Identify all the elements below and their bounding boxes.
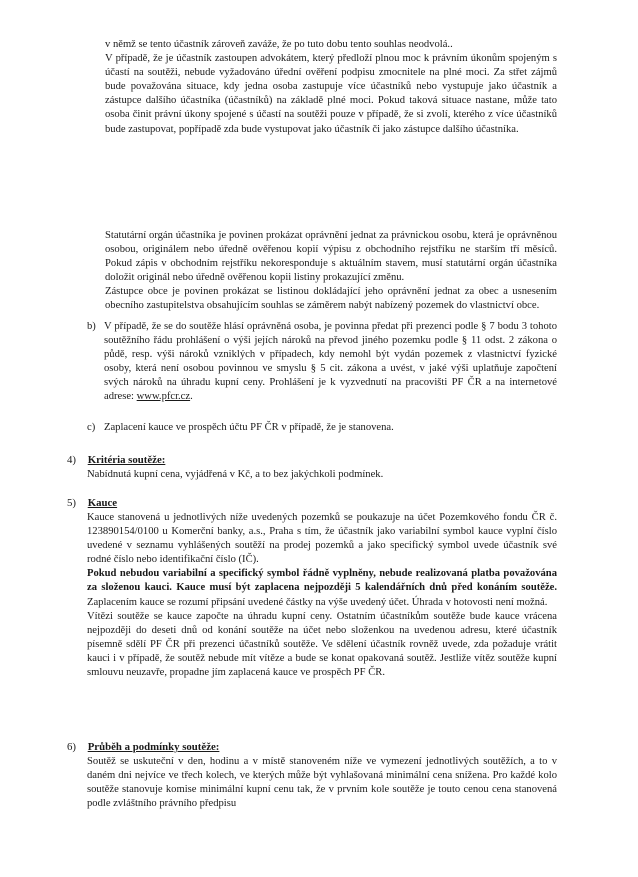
list-item-b [87, 320, 557, 420]
section-6-text: Soutěž se uskuteční v den, hodinu a v místě stanoveném níže ve vymezení jednotlivých soutěžích, a to v daném dni nejvíce ve třech kolech, ve kterých může být vyhlašovaná minimální cena snížena. Pro každé kolo soutěže stanovuje komise minimální kupní cenu tak, že v prvním kole soutěže je touto cenou cena stanovená podle zvláštního právního předpisu [87, 756, 557, 810]
section-number: 6) [67, 741, 76, 753]
paragraph-consent [105, 38, 557, 137]
deposit-conditions-rest: Zaplacením kauce se rozumí připsání uvedené částky na výše uvedený účet. Úhrada v hotovosti není možná. [87, 596, 548, 608]
section-title: Kritéria soutěže: [87, 454, 166, 466]
list-item-c [87, 421, 557, 437]
section-title: Kauce [87, 497, 118, 509]
paragraph-statutory-body [105, 229, 557, 314]
list-item-label: c) [87, 422, 96, 433]
deposit-account-text: Kauce stanovená u jednotlivých níže uvedených pozemků se poukazuje na účet Pozemkového fondu ČR č. 123890154/0100 u Komerční banky, a.s., Praha s tím, že účastník jako variabilní symbol kauce vyplní číslo uvedené v seznamu vyhlášených soutěží na prodej pozemků a jako specifický symbol uvede účastník své rodné číslo nebo identifikační číslo (IČ). [87, 512, 557, 566]
section-number: 4) [67, 454, 76, 466]
paragraph-line: v němž se tento účastník zároveň zaváže, že po tuto dobu tento souhlas neodvolá.. [105, 39, 453, 50]
item-b-tail: . [190, 391, 193, 403]
section-number: 5) [67, 497, 76, 509]
section-4-text: Nabídnutá kupní cena, vyjádřená v Kč, a to bez jakýchkoli podmínek. [87, 469, 384, 480]
list-item-text [104, 320, 557, 405]
section-5-heading [67, 496, 557, 510]
deposit-conditions-text [87, 567, 557, 609]
section-5-body [87, 511, 557, 680]
item-b-text: V případě, že se do soutěže hlásí oprávněná osoba, je povinna předat při prezenci podle § 7 bodu 3 tohoto soutěžního řádu prohlášení o výši jejích nároků na převod jiného pozemku podle § 11 odst. 2 zákona o půdě, resp. výši nároků vzniklých v případech, kdy nemohl být vydán pozemek z vlastnictví fyzické osoby, která není osobou povinnou ve smyslu § 5 cit. zákona a uvést, v jaké výši uplatňuje započtení svých nároků na úhradu kupní ceny. Prohlášení je k vyzvednutí na pracovišti PF ČR a na internetové adrese: [104, 321, 557, 403]
statutory-text: Statutární orgán účastníka je povinen prokázat oprávnění jednat za právnickou osobu, která je oprávněnou osobou, originálem nebo úředně ověřenou kopií výpisu z obchodního rejstříku ne starším tří měsíců. Pokud zápis v obchodním rejstříku nekoresponduje s aktuálním stavem, musí statutární orgán účastníka doložit originál nebo úředně ověřenou kopii listiny prokazující změnu. [105, 230, 557, 284]
paragraph-representation: V případě, že je účastník zastoupen advokátem, který předloží plnou moc k právním úkonům spojeným s účastí na soutěži, nebude vyžadováno úřední ověření podpisu zmocnitele na plné moci. Za střet zájmů bude považována situace, kdy jedna osoba zastupuje více účastníků nebo vystupuje jako účastník a zástupce dalšího účastníka (účastníků) na základě plné moci. Pokud taková situace nastane, může tato osoba činit právní úkony spojené s účastí na soutěži pouze v případě, že si zvolí, kterého z více účastníků bude zastupovat, popřípadě zda bude vystupovat jako účastník či jako zástupce dalšího účastníka. [105, 53, 557, 135]
list-item-text: Zaplacení kauce ve prospěch účtu PF ČR v případě, že je stanovena. [104, 422, 394, 433]
list-item-label: b) [87, 321, 96, 332]
pfcr-website-link[interactable]: www.pfcr.cz [136, 391, 191, 403]
deposit-refund-text: Vítězi soutěže se kauce započte na úhradu kupní ceny. Ostatním účastníkům soutěže bude kauce vrácena nejpozději do deseti dnů od konání soutěže na účet nebo složenkou na uvedenou adresu, které účastník písemně sdělí PF ČR při prezenci účastníků soutěže. Ve sdělení účastník rovněž uvede, zda požaduje vrátit kauci i v případě, že soutěž nebude mít vítěze a bude se konat opakovaná soutěž. Jestliže vítěz soutěže kupní smlouvu neuzavře, propadne jím zaplacená kauce ve prospěch PF ČR. [87, 610, 557, 679]
section-title: Průběh a podmínky soutěže: [87, 741, 220, 753]
municipality-representative-text: Zástupce obce je povinen prokázat se listinou dokládající jeho oprávnění jednat za obec a usnesením obecního zastupitelstva obsahujícím souhlas se záměrem nabýt nabízený pozemek do vlastnictví obce. [105, 286, 557, 312]
section-4-heading [67, 453, 557, 467]
deposit-warning-bold: Pokud nebudou variabilní a specifický symbol řádně vyplněny, nebude realizovaná platba považována za složenou kauci. Kauce musí být zaplacena nejpozději 5 kalendářních dnů před konáním soutěže. [87, 568, 557, 594]
section-6-heading [67, 740, 557, 754]
